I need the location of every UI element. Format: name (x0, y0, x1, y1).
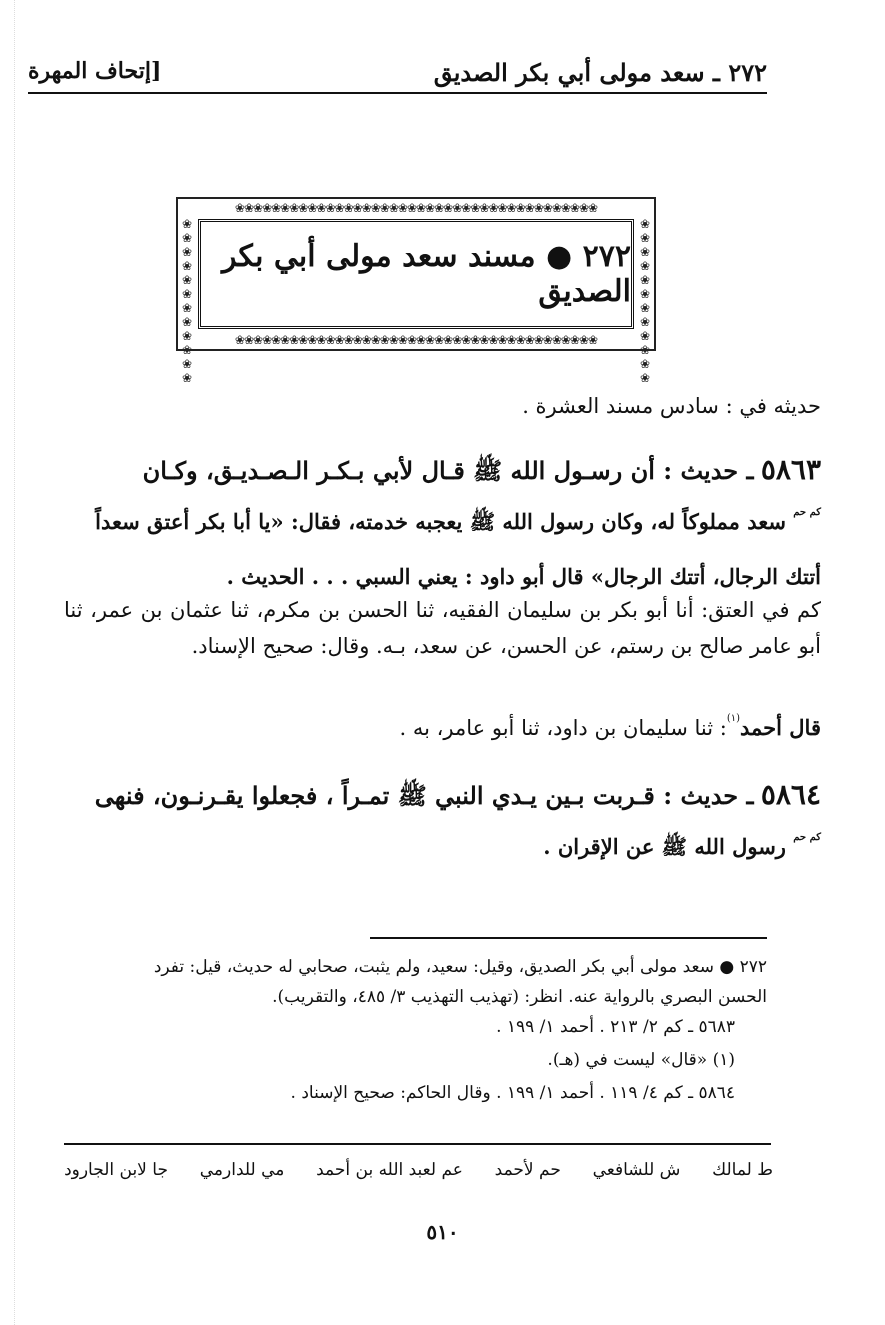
footnote-line: (١) «قال» ليست في (هـ). (547, 1050, 735, 1070)
hadith-text-line: ـ حديث : أن رسـول الله ﷺ قـال لأبي بـكـر الـصـديـق، وكـان (142, 456, 754, 485)
sigla-item: عم لعبد الله بن أحمد (316, 1160, 463, 1180)
ahmad-prefix: قال أحمد (740, 715, 821, 740)
footnote-ref: (١) (726, 713, 740, 724)
hadith-5864 (64, 770, 821, 877)
header-section-title: ٢٧٢ ـ سعد مولى أبي بكر الصديق (433, 58, 767, 87)
footnote-line: ٥٦٨٣ ـ كم ٢/ ٢١٣ . أحمد ١/ ١٩٩ . (496, 1017, 735, 1037)
hadith-text-line: رسول الله ﷺ عن الإقران . (543, 834, 786, 859)
hadith-text-line: ـ حديث : قـربت بـين يـدي النبي ﷺ تمـراً ، فجعلوا يقـرنـون، فنهى (94, 781, 754, 810)
isnad-paragraph: كم في العتق: أنا أبو بكر بن سليمان الفقيه، ثنا الحسن بن مكرم، ثنا عثمان بن عمر، ثنا أبو عامر صالح بن رستم، عن الحسن، عن سعد، بـه. وقال: صحيح الإسناد. (64, 598, 821, 658)
ahmad-text: : ثنا سليمان بن داود، ثنا أبو عامر، به . (399, 716, 727, 740)
hadith-text-line: أتتك الرجال، أتتك الرجال» قال أبو داود : يعني السبي . . . الحديث . (226, 564, 821, 589)
hadith-text-line: سعد مملوكاً له، وكان رسول الله ﷺ يعجبه خدمته، فقال: «يا أبا بكر أعتق سعداً (95, 509, 786, 534)
sigla-item: جا لابن الجارود (64, 1160, 168, 1180)
sigla-note: كم حم (793, 832, 821, 843)
intro-line: حديثه في : سادس مسند العشرة . (522, 394, 821, 418)
running-header (28, 52, 767, 94)
sigla-legend (64, 1160, 773, 1180)
sigla-item: حم لأحمد (494, 1160, 561, 1180)
hadith-number: ٥٨٦٤ (760, 778, 821, 811)
ornament-border-bottom: ❀❀❀❀❀❀❀❀❀❀❀❀❀❀❀❀❀❀❀❀❀❀❀❀❀❀❀❀❀❀❀❀❀❀❀❀❀❀❀❀ (234, 333, 598, 347)
sigla-item: ش للشافعي (592, 1160, 681, 1180)
footnote-line: ٥٨٦٤ ـ كم ٤/ ١١٩ . أحمد ١/ ١٩٩ . وقال الحاكم: صحيح الإسناد . (290, 1083, 735, 1103)
section-title: ٢٧٢ ● مسند سعد مولى أبي بكر الصديق (221, 239, 631, 309)
sigla-item: مي للدارمي (199, 1160, 285, 1180)
ornament-border-top: ❀❀❀❀❀❀❀❀❀❀❀❀❀❀❀❀❀❀❀❀❀❀❀❀❀❀❀❀❀❀❀❀❀❀❀❀❀❀❀❀ (234, 201, 598, 215)
hadith-5863 (64, 445, 821, 602)
bottom-separator (64, 1143, 771, 1145)
footnote-line: ٢٧٢ ● سعد مولى أبي بكر الصديق، وقيل: سعيد، ولم يثبت، صحابي له حديث، قيل: تفرد (153, 957, 767, 977)
sigla-item: ط لمالك (712, 1160, 773, 1180)
footnote-line: الحسن البصري بالرواية عنه. انظر: (تهذيب التهذيب ٣/ ٤٨٥، والتقريب). (272, 987, 767, 1007)
ornament-border-left: ❀❀❀❀❀❀❀❀❀❀❀❀ (181, 217, 193, 385)
ornament-border-right: ❀❀❀❀❀❀❀❀❀❀❀❀ (639, 217, 651, 385)
ahmad-line (64, 710, 821, 751)
hadith-number: ٥٨٦٣ (760, 453, 821, 486)
page-number: ٥١٠ (426, 1220, 459, 1244)
sigla-note: كم حم (793, 507, 821, 518)
page-edge-line (14, 0, 15, 1325)
ornamental-title-frame (176, 197, 656, 385)
footnote-separator (370, 937, 767, 939)
header-book-title: [إتحاف المهرة (28, 58, 162, 84)
title-inner-box (198, 219, 634, 329)
